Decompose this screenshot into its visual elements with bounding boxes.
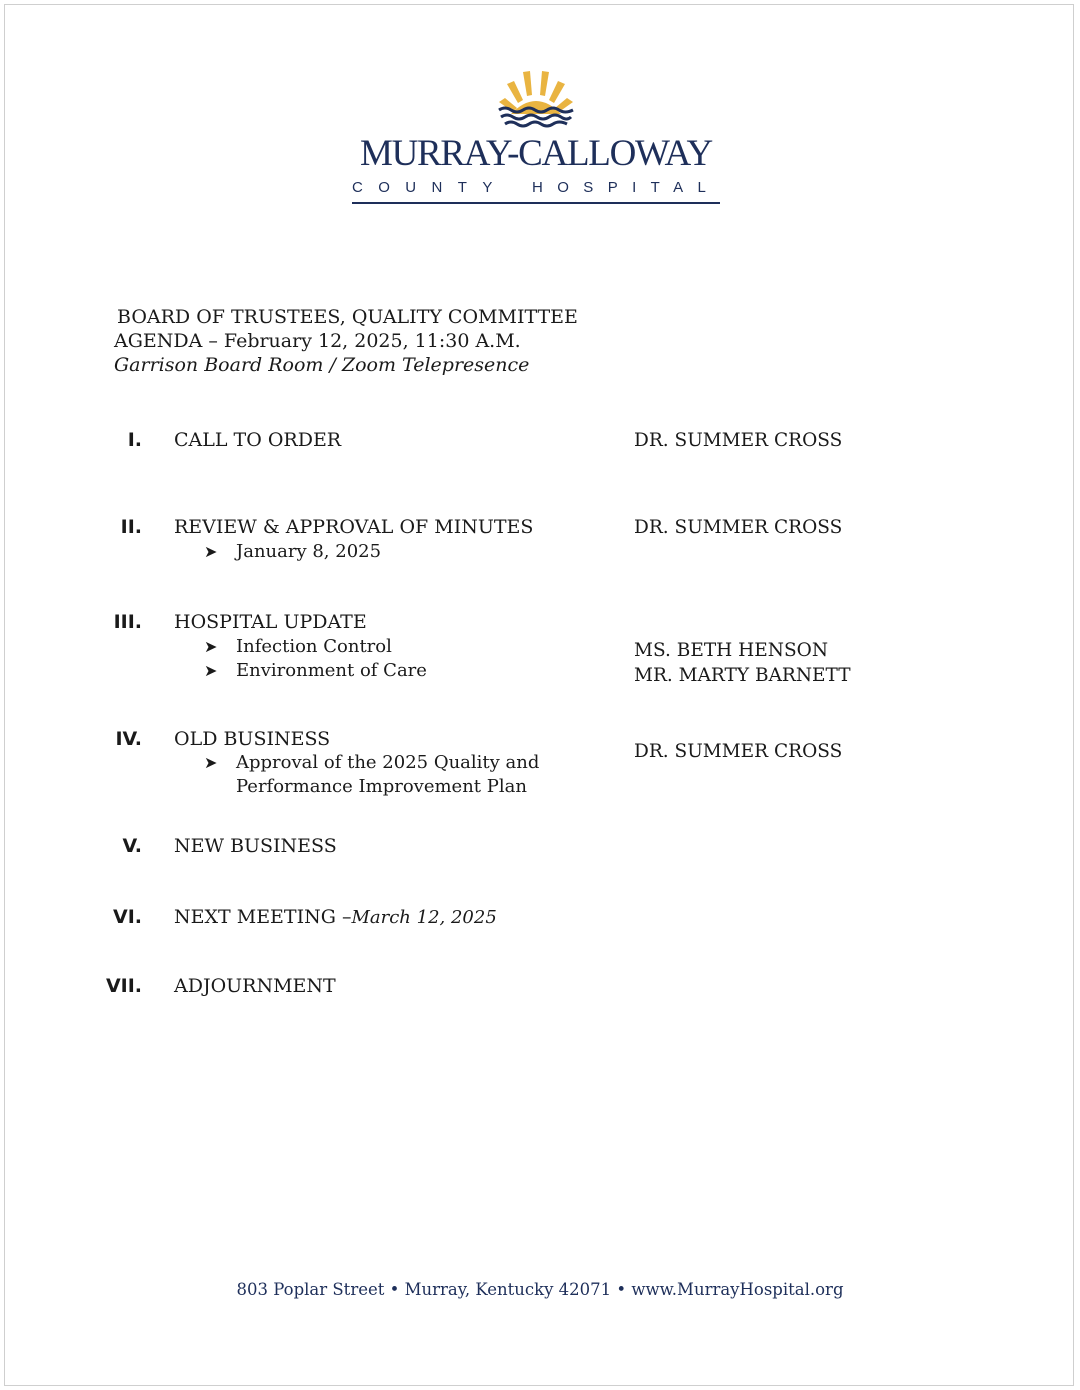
logo-subtitle bbox=[352, 178, 722, 198]
item-title: OLD BUSINESS bbox=[174, 728, 331, 750]
item-number: I. bbox=[127, 429, 142, 451]
item-number: II. bbox=[120, 516, 142, 538]
sub-item: ➤ Approval of the 2025 Quality and bbox=[204, 752, 540, 773]
item-number: V. bbox=[122, 835, 142, 857]
item-number: VI. bbox=[113, 906, 142, 928]
next-meeting-date: March 12, 2025 bbox=[351, 907, 497, 928]
item-title: ADJOURNMENT bbox=[174, 975, 336, 997]
arrowhead-bullet-icon: ➤ bbox=[204, 661, 218, 680]
item-title: NEW BUSINESS bbox=[174, 835, 337, 857]
item-presenter: DR. SUMMER CROSS bbox=[634, 517, 843, 538]
arrowhead-bullet-icon: ➤ bbox=[204, 753, 218, 772]
logo-subtitle-hospital: HOSPITAL bbox=[532, 179, 721, 196]
sub-item-continuation: Performance Improvement Plan bbox=[236, 776, 527, 797]
item-title: REVIEW & APPROVAL OF MINUTES bbox=[174, 516, 534, 538]
footer-address: 803 Poplar Street • Murray, Kentucky 42071 • www.MurrayHospital.org bbox=[236, 1280, 844, 1299]
item-number: VII. bbox=[105, 975, 142, 997]
item-number: IV. bbox=[115, 728, 142, 750]
sub-item: ➤ Infection Control bbox=[204, 636, 392, 657]
sub-item: ➤ January 8, 2025 bbox=[204, 541, 382, 562]
logo-subtitle-county: COUNTY bbox=[352, 179, 508, 196]
agenda-date: AGENDA – February 12, 2025, 11:30 A.M. bbox=[114, 330, 521, 352]
item-presenter: DR. SUMMER CROSS bbox=[634, 741, 843, 762]
logo-name: MURRAY-CALLOWAY bbox=[360, 133, 712, 174]
committee-title: BOARD OF TRUSTEES, QUALITY COMMITTEE bbox=[117, 306, 578, 328]
meeting-location: Garrison Board Room / Zoom Telepresence bbox=[114, 354, 530, 376]
item-presenter: MS. BETH HENSON bbox=[634, 640, 829, 661]
logo-rule bbox=[352, 202, 720, 204]
arrowhead-bullet-icon: ➤ bbox=[204, 542, 218, 561]
item-presenter: MR. MARTY BARNETT bbox=[634, 665, 851, 686]
hospital-logo bbox=[350, 62, 722, 212]
item-number: III. bbox=[113, 611, 142, 633]
item-title: NEXT MEETING –March 12, 2025 bbox=[174, 906, 497, 928]
item-presenter: DR. SUMMER CROSS bbox=[634, 430, 843, 451]
sub-item: ➤ Environment of Care bbox=[204, 660, 427, 681]
arrowhead-bullet-icon: ➤ bbox=[204, 637, 218, 656]
item-title: CALL TO ORDER bbox=[174, 429, 342, 451]
item-title: HOSPITAL UPDATE bbox=[174, 611, 367, 633]
sun-over-waves-icon bbox=[491, 62, 581, 132]
